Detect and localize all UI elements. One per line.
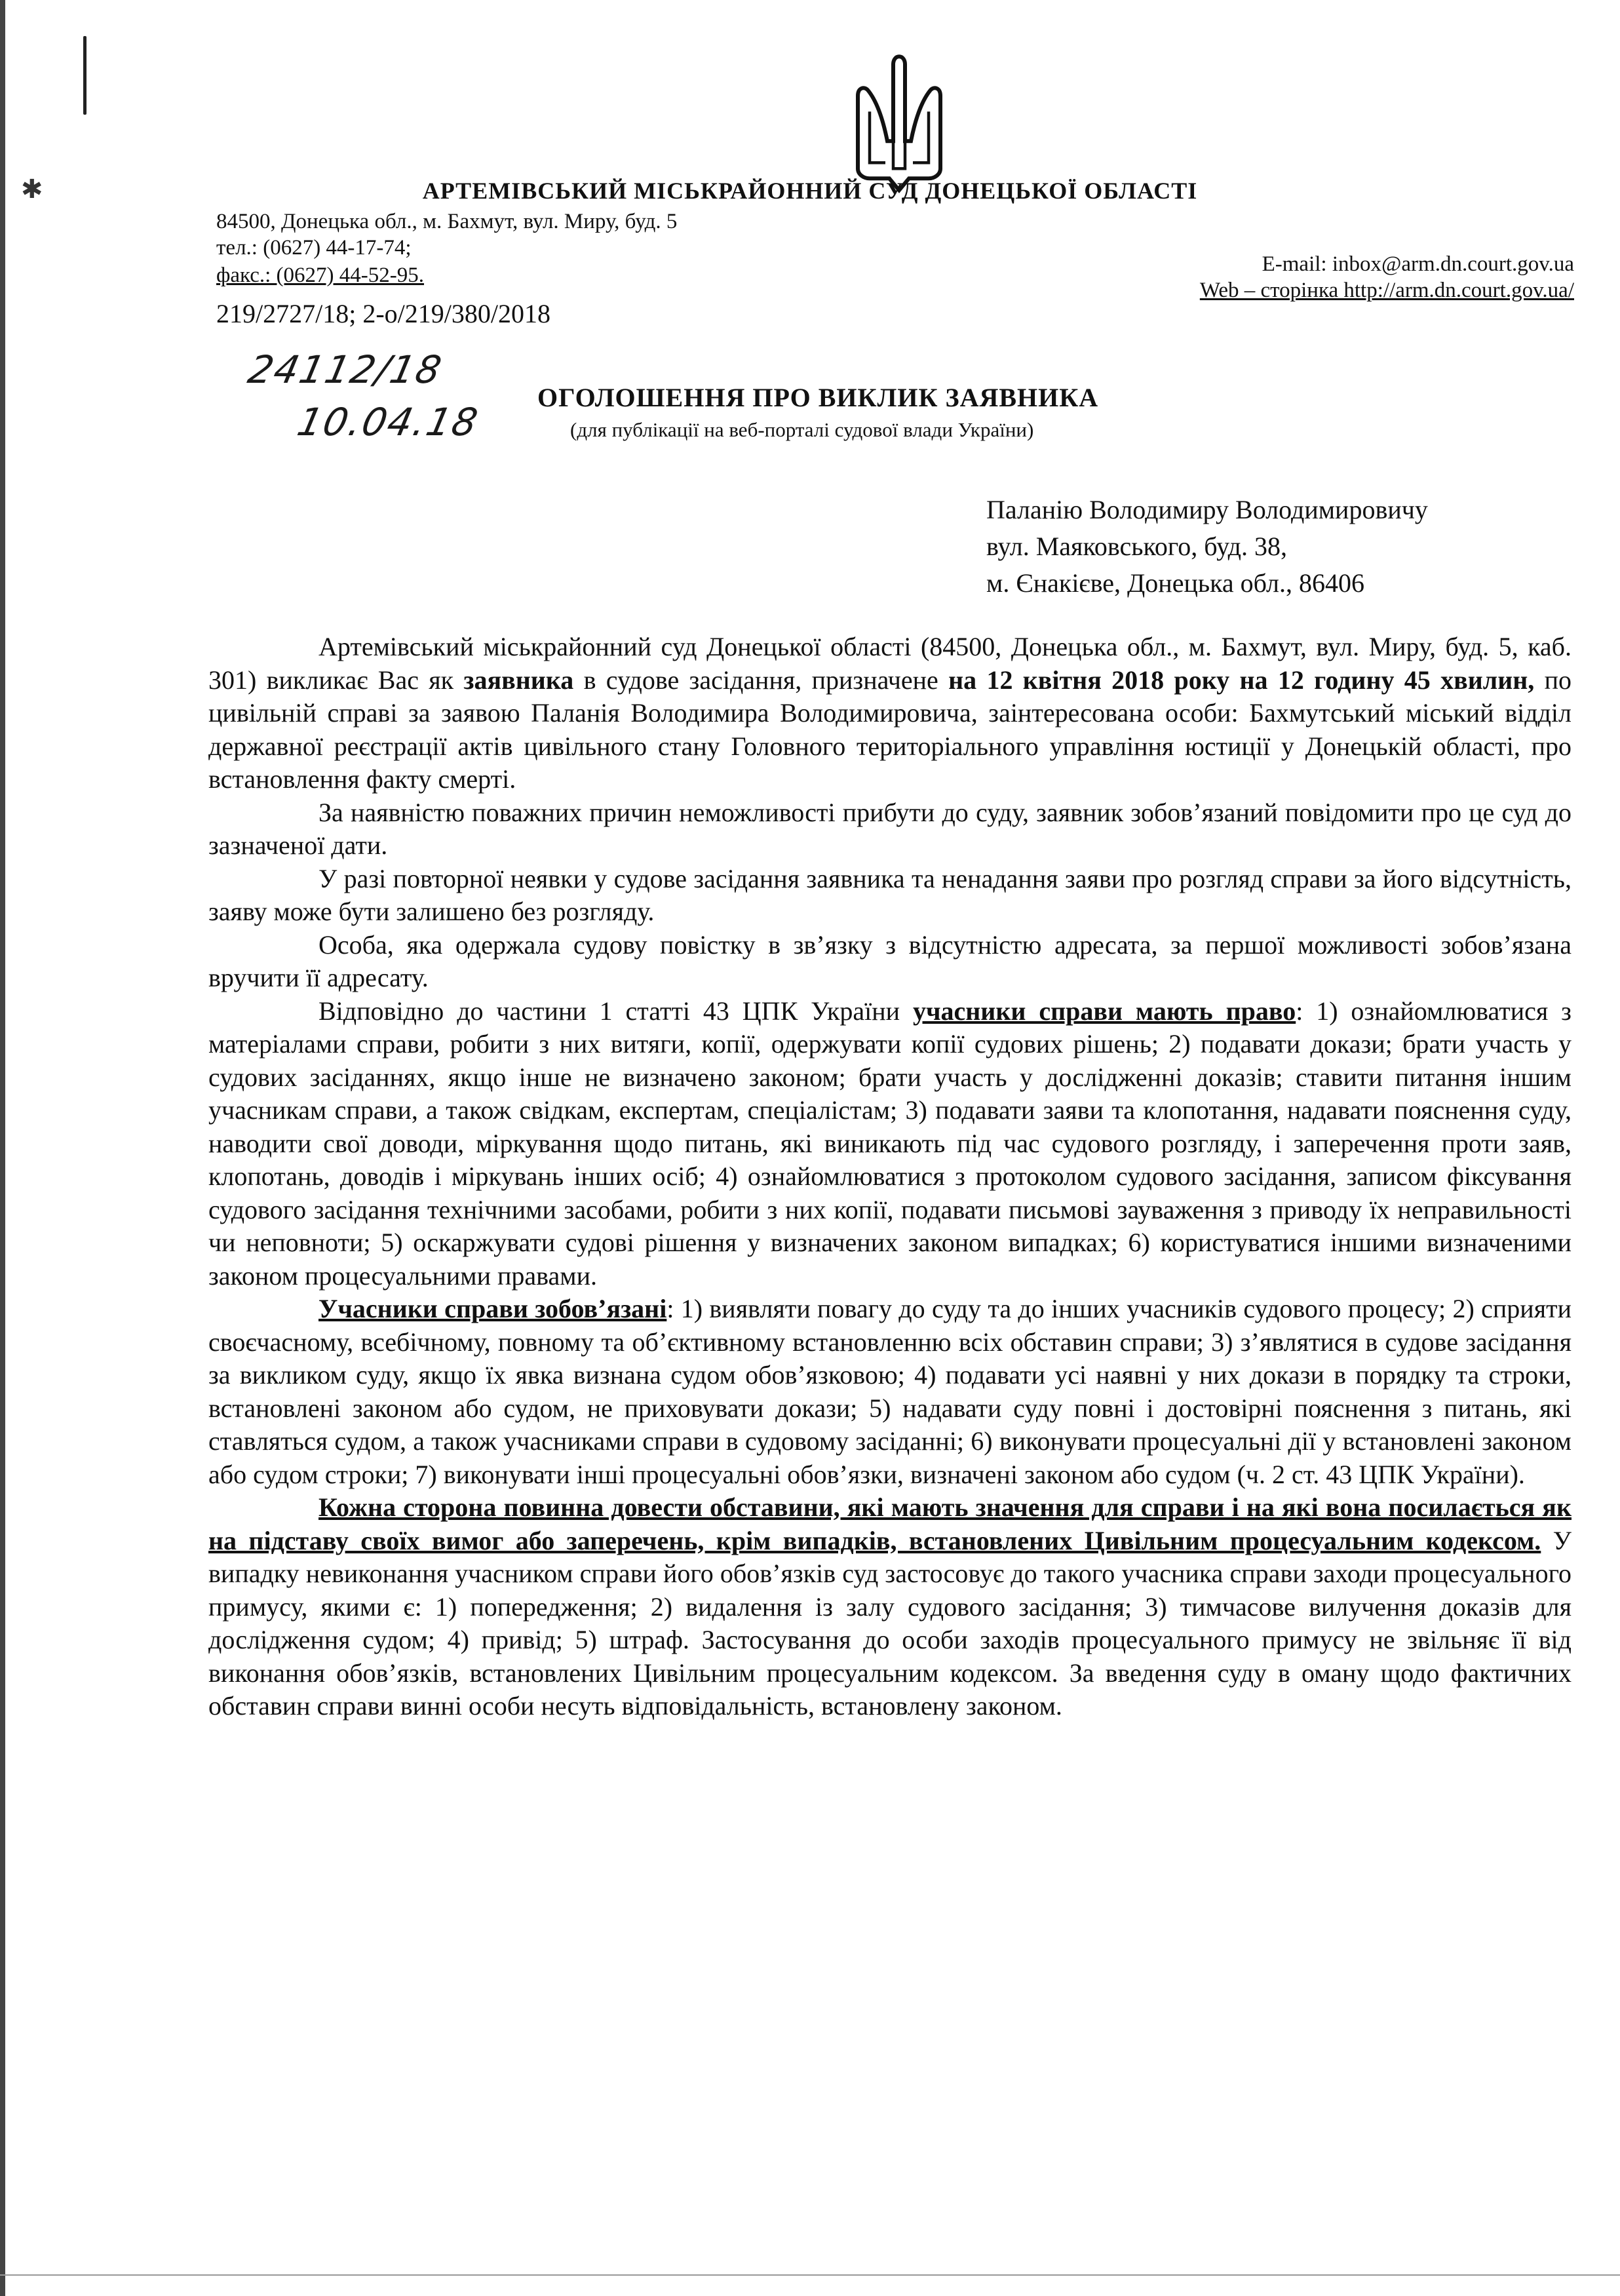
- handwritten-date: 10.04.18: [293, 400, 483, 444]
- emphasis-rights: учасники справи мають право: [912, 996, 1296, 1026]
- text-run: : 1) виявляти повагу до суду та до інших учасників судового процесу; 2) сприяти своєчасному, всебічному, повному та об’єктивному встановленню всіх обставин справи; 3) з’являтися в судове засідання за викликом суду, якщо їх явка визнана судом обов’язковою; 4) подавати усі наявні у них докази в порядку та строки, встановлені законом або судом, не приховувати докази; 5) надавати суду повні і достовірні пояснення з питань, які ставляться судом, а також учасниками справи в судовому засіданні; 6) виконувати процесуальні дії у встановлені законом або судом строки; 7) виконувати інші процесуальні обов’язки, визначені законом або судом (ч. 2 ст. 43 ЦПК України).: [208, 1294, 1572, 1489]
- recipient-city: м. Єнакієве, Донецька обл., 86406: [986, 568, 1364, 598]
- handwritten-registration-number: 24112/18: [244, 347, 447, 392]
- text-run: по цивільній справі за заявою Паланія Володимира Володимировича, заінтересована особи: Бахмутський міський відділ державної реєстрації актів цивільного стану Головного територіального управління юстиції у Донецькій області, про встановлення факту смерті.: [208, 665, 1572, 794]
- paragraph-participant-rights: [208, 995, 1572, 1293]
- text-run: У випадку невиконання учасником справи його обов’язків суд застосовує до такого учасника справи заходи процесуального примусу, якими є: 1) попередження; 2) видалення із залу судового засідання; 3) тимчасове вилучення доказів для дослідження судом; 4) привід; 5) штраф. Застосування до особи заходів процесуального примусу не звільняє її від виконання обов’язків, встановлених Цивільним процесуальним кодексом. За введення суду в оману щодо фактичних обставин справи винні особи несуть відповідальність, встановлену законом.: [208, 1525, 1572, 1721]
- court-address: 84500, Донецька обл., м. Бахмут, вул. Миру, буд. 5: [216, 210, 678, 233]
- scan-edge: [0, 0, 5, 2296]
- court-website: Web – сторінка http://arm.dn.court.gov.ua/: [1199, 279, 1574, 302]
- emphasis-hearing-date: на 12 квітня 2018 року на 12 годину 45 хвилин,: [948, 665, 1535, 695]
- document-subtitle: (для публікації на веб-порталі судової влади України): [570, 418, 1034, 441]
- document-title: ОГОЛОШЕННЯ ПРО ВИКЛИК ЗАЯВНИКА: [537, 383, 1099, 412]
- recipient-name: Паланію Володимиру Володимировичу: [986, 495, 1428, 524]
- paragraph-repeated-absence: У разі повторної неявки у судове засідання заявника та ненадання заяви про розгляд справи за його відсутність, заяву може бути залишено без розгляду.: [208, 863, 1572, 926]
- text-run: : 1) ознайомлюватися з матеріалами справи, робити з них витяги, копії, одержувати копії судових рішень; 2) подавати докази; брати участь у судових засіданнях, якщо інше не визначено законом; брати участь у дослідженні доказів; ставити питання іншим учасникам справи, а також свідкам, експертам, спеціалістам; 3) подавати заяви та клопотання, надавати пояснення суду, наводити свої доводи, міркування щодо питань, які виникають під час судового розгляду, і заперечення проти заяв, клопотань, доводів і міркувань інших осіб; 4) ознайомлюватися з протоколом судового засідання, записом фіксування судового засідання технічними засобами, робити з них копії, подавати письмові зауваження з приводу їх неправильності чи неповноти; 5) оскаржувати судові рішення у визначених законом випадках; 6) користуватися іншими визначеними законом процесуальними правами.: [208, 996, 1572, 1291]
- coat-of-arms-icon: [850, 52, 948, 193]
- notice-body: [208, 631, 1572, 1723]
- paragraph-summons-delivery: Особа, яка одержала судову повістку в зв’язку з відсутністю адресата, за першої можливості зобов’язана вручити її адресату.: [208, 929, 1572, 992]
- text-run: в судове засідання, призначене: [573, 665, 949, 695]
- paragraph-valid-reasons: За наявністю поважних причин неможливості прибути до суду, заявник зобов’язаний повідомити про це суд до зазначеної дати.: [208, 797, 1572, 860]
- scan-bottom-edge: [0, 2274, 1620, 2276]
- court-name: АРТЕМІВСЬКИЙ МІСЬКРАЙОННИЙ СУД ДОНЕЦЬКОЇ ОБЛАСТІ: [422, 178, 1198, 204]
- emphasis-applicant: заявника: [463, 665, 574, 695]
- court-email: E-mail: inbox@arm.dn.court.gov.ua: [1262, 252, 1574, 276]
- paragraph-summons: [208, 631, 1572, 796]
- recipient-street: вул. Маяковського, буд. 38,: [986, 532, 1287, 561]
- scan-mark-line: [83, 36, 87, 115]
- emphasis-duties: Учасники справи зобов’язані: [318, 1294, 667, 1323]
- scan-mark-star: ✱: [21, 174, 43, 204]
- paragraph-participant-duties: [208, 1293, 1572, 1491]
- paragraph-burden-of-proof: [208, 1491, 1572, 1723]
- text-run: Відповідно до частини 1 статті 43 ЦПК України: [318, 996, 913, 1026]
- court-fax: факс.: (0627) 44-52-95.: [216, 263, 425, 287]
- case-number: 219/2727/18; 2-о/219/380/2018: [216, 299, 550, 328]
- text-run: Артемівський міськрайонний суд Донецької області (84500, Донецька обл., м. Бахмут, вул. Миру, буд. 5, каб. 301) викликає Вас як: [208, 632, 1572, 695]
- court-phone: тел.: (0627) 44-17-74;: [216, 236, 412, 260]
- emphasis-burden-of-proof: Кожна сторона повинна довести обставини, які мають значення для справи і на які вона посилається як на підставу своїх вимог або заперечень, крім випадків, встановлених Цивільним процесуальним кодексом.: [208, 1492, 1572, 1555]
